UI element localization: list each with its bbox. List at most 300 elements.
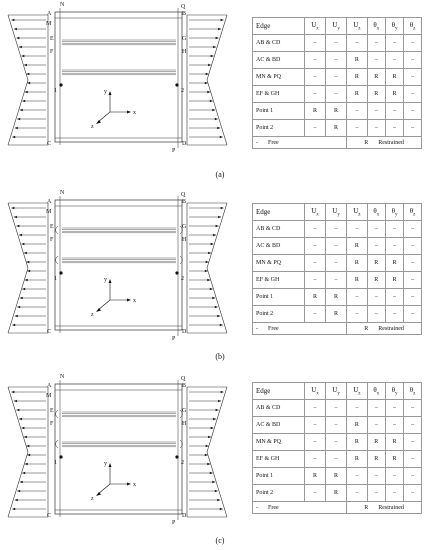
dof-cell: –: [385, 120, 403, 137]
edge-cell: AB & CD: [253, 221, 305, 238]
corner-label-n: N: [60, 2, 65, 8]
edge-cell: EF & GH: [253, 272, 305, 289]
z-axis-label: z: [91, 124, 94, 130]
left-load-arrowhead: [16, 225, 19, 227]
right-load-arrowhead: [210, 472, 213, 474]
legend-free-text: Free: [268, 325, 279, 332]
right-load-arrowhead: [216, 37, 219, 39]
dof-header: $U_z$: [347, 383, 368, 400]
edge-cell: Point 2: [253, 120, 305, 137]
table-row: [253, 35, 422, 52]
dof-cell: –: [367, 35, 385, 52]
legend-row: [253, 323, 422, 335]
dof-cell: –: [304, 485, 325, 502]
stiffener-curl-left: [56, 410, 59, 418]
dof-cell: R: [385, 451, 403, 468]
right-load-arrowhead: [207, 279, 210, 281]
left-load-arrowhead: [26, 73, 29, 75]
edge-cell: AC & BD: [253, 52, 305, 69]
dof-cell: –: [326, 451, 347, 468]
dof-cell: –: [326, 417, 347, 434]
left-load-arrowhead: [22, 472, 25, 474]
structure-diagram-b: [0, 188, 235, 348]
dof-cell: –: [385, 417, 403, 434]
left-load-arrowhead: [17, 490, 20, 492]
edge-header: Edge: [253, 383, 305, 400]
dof-cell: –: [404, 221, 422, 238]
left-load-arrowhead: [19, 418, 22, 420]
corner-label-g: G: [182, 408, 187, 414]
dof-cell: –: [304, 272, 325, 289]
right-load-arrowhead: [216, 225, 219, 227]
left-load-arrowhead: [20, 297, 23, 299]
dof-cell: R: [347, 69, 368, 86]
left-load-arrowhead: [24, 252, 27, 254]
dof-cell: R: [367, 434, 385, 451]
z-axis-line: [98, 112, 110, 122]
z-axis-arrowhead: [96, 492, 101, 496]
corner-label-n: N: [60, 374, 65, 380]
corner-label-h: H: [182, 421, 187, 427]
corner-label-h: H: [182, 237, 187, 243]
dof-cell: –: [326, 255, 347, 272]
dof-cell: –: [367, 238, 385, 255]
plate-outline: [55, 200, 182, 330]
legend-free: [253, 323, 347, 335]
corner-label-h: H: [182, 49, 187, 55]
right-load-arrowhead: [210, 100, 213, 102]
point-2-marker: [175, 455, 178, 458]
legend-restrained: [347, 502, 422, 514]
dof-cell: –: [367, 306, 385, 323]
table-row: [253, 255, 422, 272]
dof-cell: –: [385, 306, 403, 323]
point-2-marker: [175, 83, 178, 86]
dof-cell: –: [367, 120, 385, 137]
right-load-arrowhead: [217, 127, 220, 129]
dof-cell: –: [326, 221, 347, 238]
dof-cell: –: [367, 417, 385, 434]
dof-cell: –: [367, 485, 385, 502]
dof-cell: –: [304, 451, 325, 468]
dof-header: $\theta_y$: [385, 204, 403, 221]
right-load-arrowhead: [217, 499, 220, 501]
z-axis-arrowhead: [96, 120, 101, 124]
dof-cell: –: [326, 238, 347, 255]
dof-header: $U_y$: [326, 204, 347, 221]
dof-cell: –: [326, 69, 347, 86]
dof-cell: –: [304, 52, 325, 69]
edge-cell: AC & BD: [253, 417, 305, 434]
dof-cell: –: [404, 289, 422, 306]
point-2-marker: [175, 271, 178, 274]
dof-cell: R: [367, 69, 385, 86]
legend-free-symbol: -: [256, 325, 258, 332]
corner-label-g: G: [182, 224, 187, 230]
right-load-arrowhead: [207, 91, 210, 93]
dof-cell: –: [404, 86, 422, 103]
right-load-arrowhead: [220, 136, 223, 138]
corner-label-c: C: [47, 513, 52, 519]
table-row: [253, 417, 422, 434]
corner-label-m: M: [46, 209, 52, 215]
right-load-arrowhead: [220, 508, 223, 510]
corner-label-c: C: [47, 329, 52, 335]
left-load-arrowhead: [11, 207, 14, 209]
point-2-label: 2: [181, 88, 184, 94]
z-axis-arrowhead: [96, 308, 101, 312]
table-row: [253, 69, 422, 86]
dof-cell: R: [347, 417, 368, 434]
right-load-arrowhead: [212, 481, 215, 483]
point-1-marker: [59, 271, 62, 274]
dof-cell: –: [304, 255, 325, 272]
table-row: [253, 468, 422, 485]
corner-label-d: D: [182, 329, 187, 335]
stiffener-curl-left: [56, 440, 59, 448]
table-row: [253, 120, 422, 137]
left-load-profile: [8, 387, 28, 517]
corner-label-q: Q: [181, 192, 186, 198]
dof-cell: –: [367, 103, 385, 120]
left-load-arrowhead: [21, 55, 24, 57]
right-load-arrowhead: [211, 55, 214, 57]
left-load-arrowhead: [15, 315, 18, 317]
caption-a: (a): [215, 170, 225, 179]
right-load-arrowhead: [221, 19, 224, 21]
caption-c: (c): [215, 536, 225, 545]
dof-cell: –: [304, 69, 325, 86]
dof-cell: –: [404, 69, 422, 86]
left-load-profile: [8, 15, 28, 145]
legend-row: [253, 502, 422, 514]
table-row: [253, 238, 422, 255]
dof-cell: –: [404, 120, 422, 137]
corner-label-a: A: [47, 11, 52, 17]
dof-cell: R: [385, 255, 403, 272]
dof-cell: –: [326, 86, 347, 103]
dof-cell: R: [326, 306, 347, 323]
dof-cell: R: [367, 451, 385, 468]
left-load-arrowhead: [20, 109, 23, 111]
dof-cell: –: [404, 238, 422, 255]
corner-label-m: M: [46, 393, 52, 399]
dof-cell: –: [385, 52, 403, 69]
x-axis-arrowhead: [127, 111, 131, 114]
z-axis-line: [98, 484, 110, 494]
table-row: [253, 103, 422, 120]
point-1-label: 1: [54, 460, 57, 466]
dof-cell: –: [304, 238, 325, 255]
legend-restrained-symbol: R: [364, 325, 369, 332]
dof-cell: –: [385, 485, 403, 502]
point-1-label: 1: [54, 276, 57, 282]
right-load-arrowhead: [208, 436, 211, 438]
edge-cell: AB & CD: [253, 400, 305, 417]
corner-label-d: D: [182, 513, 187, 519]
dof-cell: –: [385, 468, 403, 485]
dof-header: $U_x$: [304, 383, 325, 400]
dof-cell: R: [347, 52, 368, 69]
right-load-arrowhead: [216, 409, 219, 411]
y-axis-arrowhead: [109, 463, 112, 467]
left-load-arrowhead: [21, 243, 24, 245]
dof-cell: –: [304, 120, 325, 137]
left-load-arrowhead: [17, 306, 20, 308]
dof-cell: –: [404, 434, 422, 451]
panel-b: [0, 188, 429, 368]
stiffener-curl-left: [56, 256, 59, 264]
caption-b: (b): [215, 352, 225, 361]
edge-cell: EF & GH: [253, 451, 305, 468]
dof-cell: –: [385, 103, 403, 120]
right-load-arrowhead: [221, 207, 224, 209]
right-load-arrowhead: [208, 252, 211, 254]
corner-label-b: B: [182, 199, 187, 205]
dof-cell: R: [367, 255, 385, 272]
dof-cell: R: [347, 272, 368, 289]
dof-header: $\theta_x$: [367, 18, 385, 35]
dof-cell: –: [347, 120, 368, 137]
left-load-arrowhead: [16, 409, 19, 411]
legend-restrained-symbol: R: [364, 504, 369, 511]
corner-label-b: B: [182, 383, 187, 389]
dof-cell: R: [367, 86, 385, 103]
left-load-arrowhead: [25, 463, 28, 465]
right-load-arrowhead: [206, 73, 209, 75]
dof-header: $U_y$: [326, 18, 347, 35]
edge-cell: AB & CD: [253, 35, 305, 52]
left-load-arrowhead: [14, 28, 17, 30]
dof-cell: –: [404, 485, 422, 502]
dof-header: $\theta_x$: [367, 383, 385, 400]
table-row: [253, 221, 422, 238]
panel-c: [0, 372, 429, 550]
dof-cell: –: [347, 306, 368, 323]
point-2-label: 2: [181, 276, 184, 282]
legend-restrained-text: Restrained: [378, 325, 404, 332]
left-load-arrowhead: [22, 100, 25, 102]
structure-diagram-c: [0, 372, 235, 532]
right-load-arrowhead: [211, 243, 214, 245]
dof-cell: R: [385, 272, 403, 289]
left-load-arrowhead: [24, 64, 27, 66]
edge-cell: Point 1: [253, 468, 305, 485]
dof-cell: –: [347, 289, 368, 306]
dof-cell: R: [385, 86, 403, 103]
corner-label-f: F: [50, 49, 54, 55]
table-header-row: [253, 18, 422, 35]
edge-cell: MN & PQ: [253, 69, 305, 86]
legend-restrained-text: Restrained: [378, 504, 404, 511]
corner-label-c: C: [47, 141, 52, 147]
table-row: [253, 400, 422, 417]
dof-cell: –: [326, 52, 347, 69]
legend-restrained-text: Restrained: [378, 139, 404, 146]
legend-free: [253, 137, 347, 149]
left-load-arrowhead: [12, 324, 15, 326]
dof-cell: –: [404, 255, 422, 272]
dof-cell: –: [304, 417, 325, 434]
edge-cell: MN & PQ: [253, 434, 305, 451]
table-row: [253, 434, 422, 451]
legend-row: [253, 137, 422, 149]
right-load-arrowhead: [218, 400, 221, 402]
corner-label-p: P: [172, 520, 176, 526]
corner-label-f: F: [50, 421, 54, 427]
dof-cell: R: [326, 120, 347, 137]
corner-label-q: Q: [181, 4, 186, 10]
table-row: [253, 272, 422, 289]
dof-cell: –: [404, 272, 422, 289]
left-load-arrowhead: [14, 400, 17, 402]
left-load-arrowhead: [26, 445, 29, 447]
dof-cell: R: [304, 289, 325, 306]
right-load-arrowhead: [206, 445, 209, 447]
dof-cell: –: [326, 35, 347, 52]
edge-cell: EF & GH: [253, 86, 305, 103]
z-axis-line: [98, 300, 110, 310]
corner-label-q: Q: [181, 376, 186, 382]
table-row: [253, 86, 422, 103]
left-load-arrowhead: [16, 37, 19, 39]
left-load-arrowhead: [20, 481, 23, 483]
right-load-arrowhead: [208, 64, 211, 66]
structure-diagram-a: [0, 0, 235, 160]
x-axis-label: x: [133, 482, 136, 488]
left-load-arrowhead: [19, 234, 22, 236]
dof-cell: –: [326, 434, 347, 451]
dof-cell: R: [326, 468, 347, 485]
dof-cell: –: [367, 289, 385, 306]
right-load-arrowhead: [220, 324, 223, 326]
dof-cell: R: [326, 289, 347, 306]
dof-cell: R: [304, 468, 325, 485]
plate-outline: [55, 384, 182, 514]
dof-cell: –: [304, 306, 325, 323]
left-load-arrowhead: [19, 46, 22, 48]
table-row: [253, 306, 422, 323]
corner-label-a: A: [47, 199, 52, 205]
legend-free-text: Free: [268, 504, 279, 511]
dof-header: $\theta_y$: [385, 383, 403, 400]
plate-outline: [55, 12, 182, 142]
right-load-arrowhead: [215, 306, 218, 308]
dof-cell: –: [347, 35, 368, 52]
legend-restrained-symbol: R: [364, 139, 369, 146]
table-header-row: [253, 204, 422, 221]
dof-cell: –: [347, 468, 368, 485]
edge-cell: Point 2: [253, 306, 305, 323]
dof-cell: –: [404, 306, 422, 323]
dof-cell: –: [385, 289, 403, 306]
right-load-profile: [207, 15, 227, 145]
dof-cell: R: [326, 103, 347, 120]
dof-cell: –: [304, 86, 325, 103]
legend-restrained: [347, 137, 422, 149]
right-load-arrowhead: [211, 427, 214, 429]
dof-header: $\theta_y$: [385, 18, 403, 35]
dof-cell: –: [326, 272, 347, 289]
dof-header: $\theta_z$: [404, 383, 422, 400]
dof-cell: –: [404, 103, 422, 120]
right-load-arrowhead: [207, 463, 210, 465]
legend-free: [253, 502, 347, 514]
dof-cell: –: [304, 434, 325, 451]
right-load-arrowhead: [210, 288, 213, 290]
y-axis-label: y: [104, 277, 107, 283]
dof-cell: –: [304, 221, 325, 238]
corner-label-n: N: [60, 190, 65, 196]
dof-cell: R: [326, 485, 347, 502]
edge-cell: Point 1: [253, 289, 305, 306]
left-load-arrowhead: [11, 19, 14, 21]
x-axis-label: x: [133, 298, 136, 304]
dof-cell: R: [347, 451, 368, 468]
stiffener-curl-left: [56, 226, 59, 234]
boundary-table-a: [252, 17, 422, 149]
x-axis-arrowhead: [127, 299, 131, 302]
edge-cell: MN & PQ: [253, 255, 305, 272]
dof-header: $\theta_z$: [404, 18, 422, 35]
z-axis-label: z: [91, 496, 94, 502]
edge-header: Edge: [253, 18, 305, 35]
dof-cell: –: [385, 35, 403, 52]
edge-cell: Point 1: [253, 103, 305, 120]
right-load-arrowhead: [212, 297, 215, 299]
left-load-arrowhead: [15, 499, 18, 501]
dof-header: $U_x$: [304, 204, 325, 221]
x-axis-label: x: [133, 110, 136, 116]
dof-cell: –: [347, 485, 368, 502]
legend-restrained: [347, 323, 422, 335]
right-load-arrowhead: [213, 46, 216, 48]
left-load-arrowhead: [15, 127, 18, 129]
dof-cell: –: [326, 400, 347, 417]
y-axis-label: y: [104, 89, 107, 95]
table-row: [253, 52, 422, 69]
right-load-profile: [207, 387, 227, 517]
right-load-arrowhead: [206, 261, 209, 263]
dof-header: $\theta_x$: [367, 204, 385, 221]
dof-cell: –: [347, 221, 368, 238]
dof-header: $U_z$: [347, 18, 368, 35]
x-axis-arrowhead: [127, 483, 131, 486]
corner-label-d: D: [182, 141, 187, 147]
dof-cell: R: [367, 272, 385, 289]
table-row: [253, 485, 422, 502]
dof-cell: R: [347, 434, 368, 451]
left-load-arrowhead: [17, 118, 20, 120]
corner-label-g: G: [182, 36, 187, 42]
dof-header: $U_z$: [347, 204, 368, 221]
point-1-marker: [59, 83, 62, 86]
right-load-arrowhead: [215, 490, 218, 492]
y-axis-arrowhead: [109, 279, 112, 283]
table-row: [253, 451, 422, 468]
edge-cell: Point 2: [253, 485, 305, 502]
left-load-arrowhead: [14, 216, 17, 218]
left-load-arrowhead: [25, 91, 28, 93]
corner-label-b: B: [182, 11, 187, 17]
right-load-arrowhead: [215, 118, 218, 120]
corner-label-e: E: [50, 36, 54, 42]
dof-cell: –: [304, 400, 325, 417]
legend-free-text: Free: [268, 139, 279, 146]
right-load-arrowhead: [213, 418, 216, 420]
right-load-arrowhead: [221, 391, 224, 393]
left-load-arrowhead: [21, 427, 24, 429]
